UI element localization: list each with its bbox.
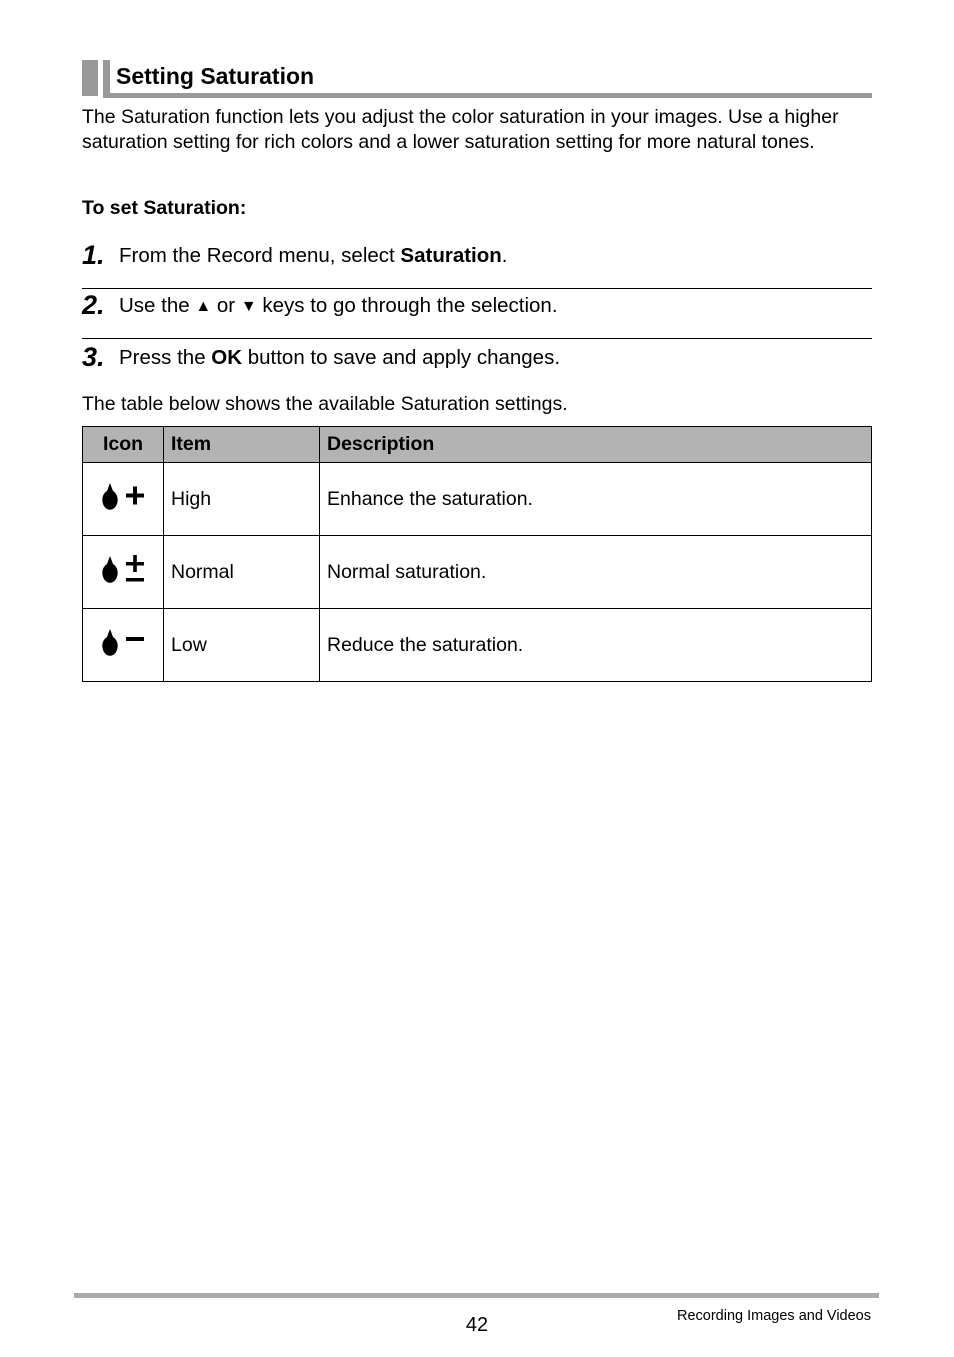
step-number: 2. — [82, 290, 105, 320]
column-header-icon: Icon — [83, 427, 164, 463]
step-1 — [82, 239, 872, 289]
step-text: Use the ▲ or ▼ keys to go through the selection. — [119, 293, 558, 320]
footer-section-name: Recording Images and Videos — [677, 1308, 871, 1324]
description-cell: Normal saturation. — [320, 536, 872, 609]
saturation-table — [82, 426, 872, 682]
table-intro: The table below shows the available Saturation settings. — [82, 393, 568, 415]
table-row — [83, 463, 872, 536]
icon-cell — [83, 463, 164, 536]
page-number: 42 — [465, 1314, 489, 1336]
step-3 — [82, 341, 872, 381]
saturation-low-icon — [98, 626, 148, 658]
step-text: From the Record menu, select Saturation. — [119, 244, 508, 267]
step-2 — [82, 289, 872, 339]
section-title: Setting Saturation — [116, 63, 315, 89]
down-arrow-icon: ▼ — [240, 298, 257, 315]
item-cell: Low — [164, 609, 320, 682]
saturation-normal-icon — [98, 553, 148, 585]
saturation-high-icon — [98, 480, 148, 512]
heading-underline — [103, 93, 872, 98]
procedure-subheading: To set Saturation: — [82, 197, 247, 219]
step-number: 1. — [82, 240, 105, 270]
up-arrow-icon: ▲ — [195, 298, 212, 315]
footer-divider — [74, 1293, 879, 1298]
heading-bar-decoration-thin — [103, 60, 110, 96]
icon-cell — [83, 536, 164, 609]
step-text: Press the OK button to save and apply changes. — [119, 346, 561, 369]
icon-cell — [83, 609, 164, 682]
item-cell: Normal — [164, 536, 320, 609]
intro-paragraph: The Saturation function lets you adjust the color saturation in your images. Use a higher saturation setting for rich colors and a lower saturation setting for more natural tones. — [82, 106, 839, 153]
description-cell: Reduce the saturation. — [320, 609, 872, 682]
column-header-item: Item — [164, 427, 320, 463]
column-header-description: Description — [320, 427, 872, 463]
description-cell: Enhance the saturation. — [320, 463, 872, 536]
table-row — [83, 536, 872, 609]
heading-bar-decoration — [82, 60, 98, 96]
step-divider — [82, 338, 872, 339]
section-heading — [82, 60, 872, 98]
table-row — [83, 609, 872, 682]
step-number: 3. — [82, 342, 105, 372]
item-cell: High — [164, 463, 320, 536]
table-header-row — [83, 427, 872, 463]
